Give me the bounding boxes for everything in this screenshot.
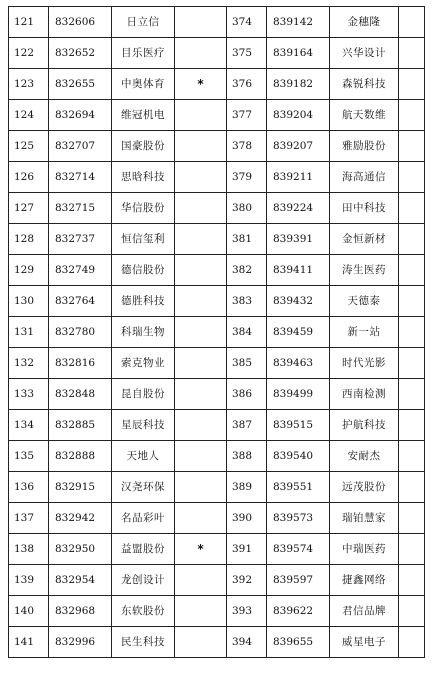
left-stock-code-cell: 832749	[49, 255, 112, 286]
right-serial-number-cell: 390	[227, 503, 267, 534]
right-company-name-cell: 护航科技	[330, 410, 399, 441]
left-company-name-cell: 昆自股份	[112, 379, 175, 410]
left-stock-code-cell: 832996	[49, 627, 112, 658]
table-body	[9, 7, 425, 658]
right-stock-code-cell: 839411	[267, 255, 330, 286]
right-serial-number-cell: 382	[227, 255, 267, 286]
table-row	[9, 317, 425, 348]
left-mark-cell	[175, 503, 227, 534]
left-serial-number-cell: 132	[9, 348, 49, 379]
left-serial-number-cell: 136	[9, 472, 49, 503]
right-mark-cell	[399, 348, 425, 379]
left-stock-code-cell: 832780	[49, 317, 112, 348]
right-company-name-cell: 金恒新材	[330, 224, 399, 255]
right-company-name-cell: 威星电子	[330, 627, 399, 658]
left-company-name-cell: 科瑞生物	[112, 317, 175, 348]
left-serial-number-cell: 127	[9, 193, 49, 224]
left-mark-cell	[175, 379, 227, 410]
stock-list-table	[8, 6, 425, 658]
right-company-name-cell: 君信品牌	[330, 596, 399, 627]
right-serial-number-cell: 392	[227, 565, 267, 596]
left-serial-number-cell: 126	[9, 162, 49, 193]
right-mark-cell	[399, 627, 425, 658]
right-company-name-cell: 安耐杰	[330, 441, 399, 472]
table-row	[9, 627, 425, 658]
right-company-name-cell: 航天数维	[330, 100, 399, 131]
right-mark-cell	[399, 503, 425, 534]
left-mark-cell	[175, 317, 227, 348]
left-serial-number-cell: 128	[9, 224, 49, 255]
right-company-name-cell: 海高通信	[330, 162, 399, 193]
right-mark-cell	[399, 7, 425, 38]
right-stock-code-cell: 839463	[267, 348, 330, 379]
right-mark-cell	[399, 255, 425, 286]
left-mark-cell	[175, 286, 227, 317]
left-company-name-cell: 龙创设计	[112, 565, 175, 596]
right-company-name-cell: 西南检测	[330, 379, 399, 410]
right-serial-number-cell: 374	[227, 7, 267, 38]
left-stock-code-cell: 832737	[49, 224, 112, 255]
left-serial-number-cell: 137	[9, 503, 49, 534]
left-stock-code-cell: 832707	[49, 131, 112, 162]
right-mark-cell	[399, 534, 425, 565]
right-mark-cell	[399, 379, 425, 410]
table-row	[9, 534, 425, 565]
right-stock-code-cell: 839211	[267, 162, 330, 193]
left-company-name-cell: 华信股份	[112, 193, 175, 224]
table-row	[9, 69, 425, 100]
left-company-name-cell: 日立信	[112, 7, 175, 38]
left-stock-code-cell: 832714	[49, 162, 112, 193]
right-company-name-cell: 时代光影	[330, 348, 399, 379]
table-row	[9, 379, 425, 410]
table-row	[9, 596, 425, 627]
right-stock-code-cell: 839499	[267, 379, 330, 410]
right-mark-cell	[399, 69, 425, 100]
left-company-name-cell: 天地人	[112, 441, 175, 472]
right-serial-number-cell: 389	[227, 472, 267, 503]
table-row	[9, 224, 425, 255]
table-row	[9, 162, 425, 193]
left-mark-cell	[175, 255, 227, 286]
left-mark-cell	[175, 224, 227, 255]
right-stock-code-cell: 839655	[267, 627, 330, 658]
left-company-name-cell: 民生科技	[112, 627, 175, 658]
table-row	[9, 131, 425, 162]
left-mark-cell	[175, 472, 227, 503]
left-serial-number-cell: 131	[9, 317, 49, 348]
left-serial-number-cell: 139	[9, 565, 49, 596]
left-stock-code-cell: 832764	[49, 286, 112, 317]
right-stock-code-cell: 839515	[267, 410, 330, 441]
right-company-name-cell: 金穗隆	[330, 7, 399, 38]
table-row	[9, 503, 425, 534]
table-row	[9, 193, 425, 224]
table-row	[9, 7, 425, 38]
left-serial-number-cell: 134	[9, 410, 49, 441]
table-row	[9, 255, 425, 286]
right-stock-code-cell: 839574	[267, 534, 330, 565]
right-company-name-cell: 远茂股份	[330, 472, 399, 503]
right-serial-number-cell: 379	[227, 162, 267, 193]
right-stock-code-cell: 839459	[267, 317, 330, 348]
right-serial-number-cell: 391	[227, 534, 267, 565]
left-company-name-cell: 思晗科技	[112, 162, 175, 193]
left-serial-number-cell: 135	[9, 441, 49, 472]
right-serial-number-cell: 375	[227, 38, 267, 69]
right-mark-cell	[399, 317, 425, 348]
right-stock-code-cell: 839182	[267, 69, 330, 100]
table-row	[9, 286, 425, 317]
left-mark-cell	[175, 131, 227, 162]
left-serial-number-cell: 138	[9, 534, 49, 565]
left-serial-number-cell: 140	[9, 596, 49, 627]
left-mark-cell	[175, 627, 227, 658]
left-mark-cell: *	[175, 534, 227, 565]
right-stock-code-cell: 839432	[267, 286, 330, 317]
left-stock-code-cell: 832950	[49, 534, 112, 565]
right-stock-code-cell: 839573	[267, 503, 330, 534]
right-serial-number-cell: 385	[227, 348, 267, 379]
left-serial-number-cell: 123	[9, 69, 49, 100]
right-serial-number-cell: 378	[227, 131, 267, 162]
left-stock-code-cell: 832694	[49, 100, 112, 131]
right-company-name-cell: 新一站	[330, 317, 399, 348]
left-company-name-cell: 索克物业	[112, 348, 175, 379]
right-company-name-cell: 天德泰	[330, 286, 399, 317]
right-stock-code-cell: 839204	[267, 100, 330, 131]
left-serial-number-cell: 141	[9, 627, 49, 658]
right-serial-number-cell: 393	[227, 596, 267, 627]
left-mark-cell	[175, 7, 227, 38]
table-row	[9, 441, 425, 472]
left-mark-cell	[175, 565, 227, 596]
right-stock-code-cell: 839540	[267, 441, 330, 472]
right-company-name-cell: 雅励股份	[330, 131, 399, 162]
right-company-name-cell: 兴华设计	[330, 38, 399, 69]
table-row	[9, 38, 425, 69]
right-stock-code-cell: 839224	[267, 193, 330, 224]
right-mark-cell	[399, 131, 425, 162]
right-serial-number-cell: 394	[227, 627, 267, 658]
left-mark-cell	[175, 596, 227, 627]
table-row	[9, 348, 425, 379]
table-row	[9, 100, 425, 131]
right-serial-number-cell: 383	[227, 286, 267, 317]
right-stock-code-cell: 839391	[267, 224, 330, 255]
left-serial-number-cell: 133	[9, 379, 49, 410]
left-company-name-cell: 恒信玺利	[112, 224, 175, 255]
left-company-name-cell: 益盟股份	[112, 534, 175, 565]
left-mark-cell	[175, 193, 227, 224]
right-stock-code-cell: 839597	[267, 565, 330, 596]
right-stock-code-cell: 839551	[267, 472, 330, 503]
right-serial-number-cell: 388	[227, 441, 267, 472]
left-stock-code-cell: 832715	[49, 193, 112, 224]
right-company-name-cell: 田中科技	[330, 193, 399, 224]
right-mark-cell	[399, 565, 425, 596]
right-mark-cell	[399, 596, 425, 627]
right-serial-number-cell: 386	[227, 379, 267, 410]
table-row	[9, 410, 425, 441]
right-mark-cell	[399, 472, 425, 503]
left-serial-number-cell: 129	[9, 255, 49, 286]
left-mark-cell: *	[175, 69, 227, 100]
right-company-name-cell: 涛生医药	[330, 255, 399, 286]
right-mark-cell	[399, 441, 425, 472]
left-mark-cell	[175, 162, 227, 193]
right-company-name-cell: 捷鑫网络	[330, 565, 399, 596]
left-company-name-cell: 德信股份	[112, 255, 175, 286]
left-stock-code-cell: 832968	[49, 596, 112, 627]
left-stock-code-cell: 832885	[49, 410, 112, 441]
left-stock-code-cell: 832915	[49, 472, 112, 503]
right-company-name-cell: 瑞铂慧家	[330, 503, 399, 534]
left-company-name-cell: 东软股份	[112, 596, 175, 627]
left-mark-cell	[175, 38, 227, 69]
left-stock-code-cell: 832888	[49, 441, 112, 472]
right-serial-number-cell: 384	[227, 317, 267, 348]
left-mark-cell	[175, 410, 227, 441]
left-serial-number-cell: 125	[9, 131, 49, 162]
right-serial-number-cell: 387	[227, 410, 267, 441]
left-serial-number-cell: 130	[9, 286, 49, 317]
left-company-name-cell: 德胜科技	[112, 286, 175, 317]
left-company-name-cell: 国豪股份	[112, 131, 175, 162]
right-mark-cell	[399, 193, 425, 224]
left-company-name-cell: 目乐医疗	[112, 38, 175, 69]
left-stock-code-cell: 832606	[49, 7, 112, 38]
right-mark-cell	[399, 100, 425, 131]
left-mark-cell	[175, 348, 227, 379]
left-company-name-cell: 名品彩叶	[112, 503, 175, 534]
right-mark-cell	[399, 286, 425, 317]
right-stock-code-cell: 839622	[267, 596, 330, 627]
left-stock-code-cell: 832942	[49, 503, 112, 534]
left-stock-code-cell: 832652	[49, 38, 112, 69]
right-serial-number-cell: 380	[227, 193, 267, 224]
left-serial-number-cell: 121	[9, 7, 49, 38]
right-mark-cell	[399, 224, 425, 255]
left-stock-code-cell: 832655	[49, 69, 112, 100]
table-row	[9, 565, 425, 596]
right-serial-number-cell: 377	[227, 100, 267, 131]
table-row	[9, 472, 425, 503]
left-company-name-cell: 维冠机电	[112, 100, 175, 131]
right-stock-code-cell: 839142	[267, 7, 330, 38]
left-mark-cell	[175, 100, 227, 131]
right-serial-number-cell: 381	[227, 224, 267, 255]
right-mark-cell	[399, 38, 425, 69]
left-company-name-cell: 星辰科技	[112, 410, 175, 441]
right-stock-code-cell: 839164	[267, 38, 330, 69]
left-stock-code-cell: 832816	[49, 348, 112, 379]
right-stock-code-cell: 839207	[267, 131, 330, 162]
left-stock-code-cell: 832954	[49, 565, 112, 596]
right-mark-cell	[399, 162, 425, 193]
left-company-name-cell: 中奥体育	[112, 69, 175, 100]
right-company-name-cell: 森锐科技	[330, 69, 399, 100]
left-serial-number-cell: 122	[9, 38, 49, 69]
left-company-name-cell: 汉尧环保	[112, 472, 175, 503]
right-serial-number-cell: 376	[227, 69, 267, 100]
right-mark-cell	[399, 410, 425, 441]
left-mark-cell	[175, 441, 227, 472]
left-serial-number-cell: 124	[9, 100, 49, 131]
right-company-name-cell: 中瑞医药	[330, 534, 399, 565]
left-stock-code-cell: 832848	[49, 379, 112, 410]
